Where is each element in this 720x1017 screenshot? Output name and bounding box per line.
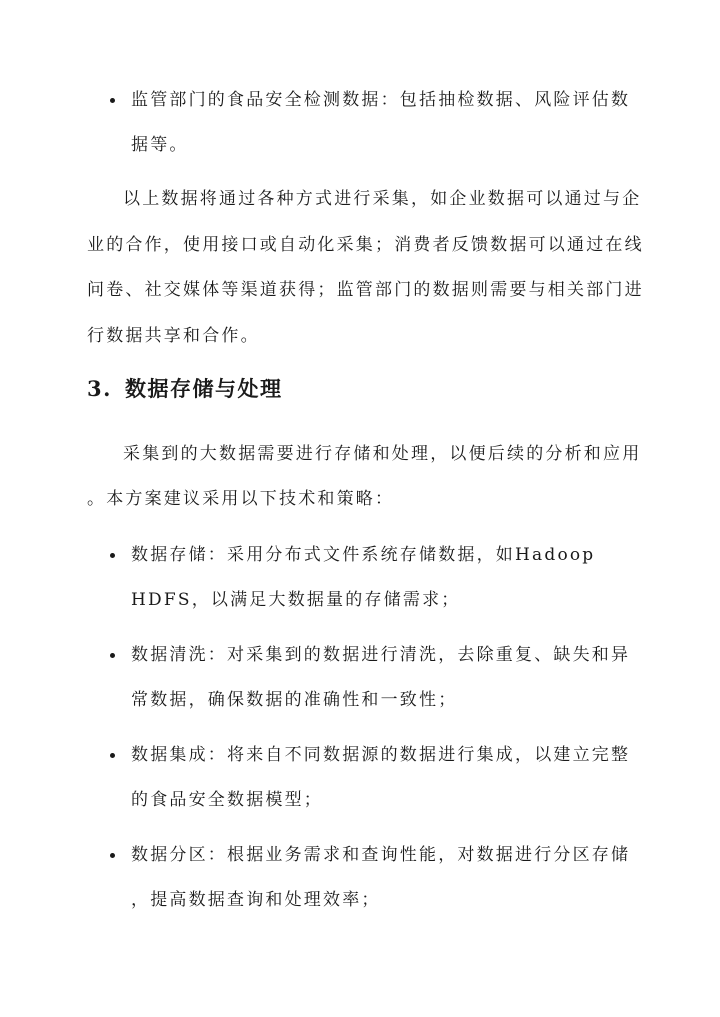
section-heading (87, 376, 283, 402)
bullet-dot (110, 753, 115, 758)
bullet-text-line: ，提高数据查询和处理效率； (131, 890, 381, 910)
bullet-dot (110, 853, 115, 858)
section-number: 3. (87, 376, 112, 401)
bullet-text-line: 常数据，确保数据的准确性和一致性； (131, 690, 458, 710)
bullet-dot (110, 553, 115, 558)
bullet-text-line: 数据存储：采用分布式文件系统存储数据，如Hadoop (131, 545, 596, 565)
bullet-text-line: 数据分区：根据业务需求和查询性能，对数据进行分区存储 (131, 845, 631, 865)
paragraph-line: 行数据共享和合作。 (87, 326, 260, 346)
paragraph-line: 。本方案建议采用以下技术和策略： (87, 489, 395, 509)
paragraph-line: 业的合作，使用接口或自动化采集；消费者反馈数据可以通过在线 (87, 235, 644, 255)
paragraph-line: 采集到的大数据需要进行存储和处理，以便后续的分析和应用 (123, 444, 642, 464)
bullet-text-line: 的食品安全数据模型； (131, 790, 323, 810)
bullet-text-line: 据等。 (131, 135, 189, 155)
section-title: 数据存储与处理 (125, 376, 283, 401)
bullet-dot (110, 98, 115, 103)
bullet-text-line: 数据清洗：对采集到的数据进行清洗，去除重复、缺失和异 (131, 645, 631, 665)
bullet-text-line: 监管部门的食品安全检测数据：包括抽检数据、风险评估数 (131, 90, 631, 110)
bullet-text-line: 数据集成：将来自不同数据源的数据进行集成，以建立完整 (131, 745, 631, 765)
bullet-dot (110, 653, 115, 658)
paragraph-line: 问卷、社交媒体等渠道获得；监管部门的数据则需要与相关部门进 (87, 280, 644, 300)
paragraph-line: 以上数据将通过各种方式进行采集，如企业数据可以通过与企 (123, 189, 642, 209)
bullet-text-line: HDFS，以满足大数据量的存储需求； (131, 590, 461, 610)
